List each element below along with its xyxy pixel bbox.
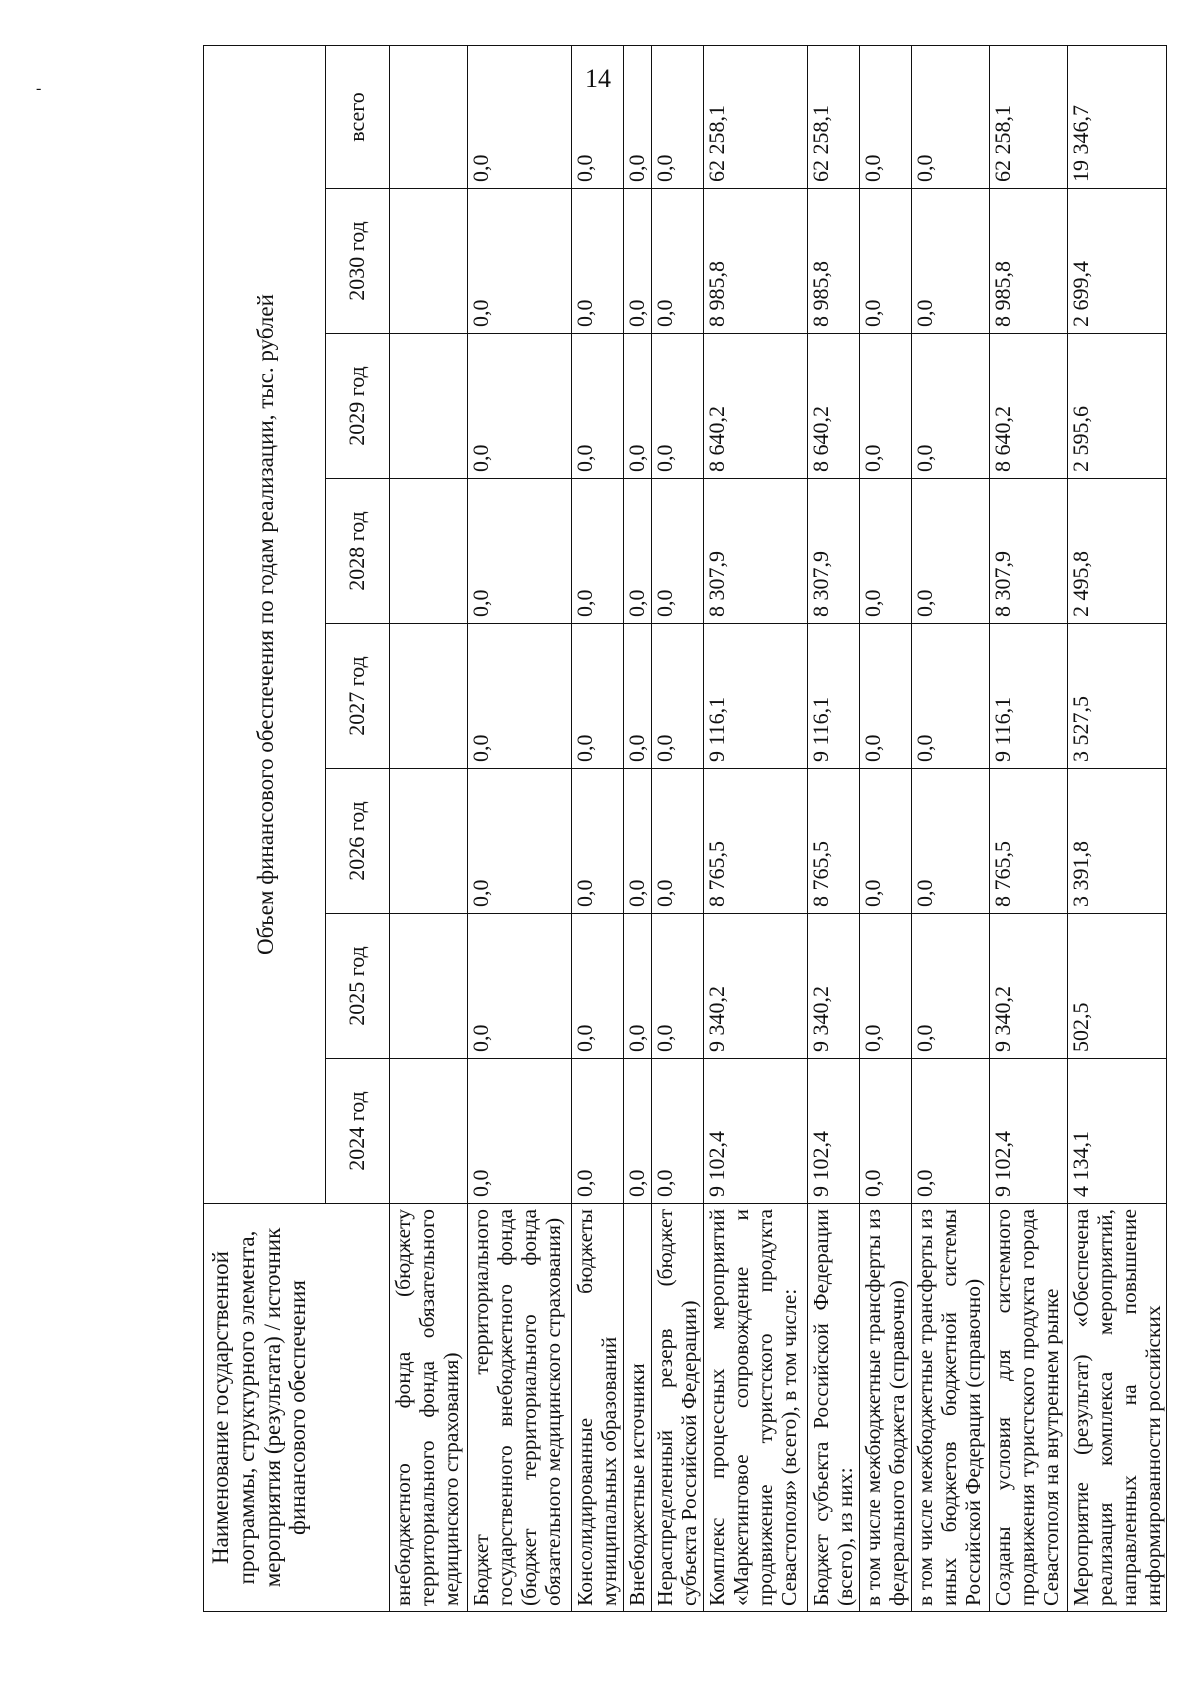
row-value-cell: 502,5 bbox=[1067, 914, 1166, 1059]
row-value-cell: 2 595,6 bbox=[1067, 334, 1166, 479]
header-name-column: Наименование государственной программы, структурного элемента, мероприятия (результата) / источник финансового обеспечения bbox=[204, 1204, 390, 1612]
row-value-cell: 0,0 bbox=[859, 769, 911, 914]
row-value-cell: 0,0 bbox=[911, 479, 989, 624]
row-value-cell: 0,0 bbox=[859, 46, 911, 189]
row-value-cell: 0,0 bbox=[572, 624, 624, 769]
row-value-cell: 19 346,7 bbox=[1067, 46, 1166, 189]
table-row bbox=[468, 46, 572, 1612]
row-value-cell: 0,0 bbox=[859, 624, 911, 769]
row-value-cell: 0,0 bbox=[911, 769, 989, 914]
row-value-cell: 0,0 bbox=[572, 1059, 624, 1204]
scan-mark: - bbox=[36, 80, 42, 97]
row-value-cell: 0,0 bbox=[624, 479, 652, 624]
row-value-cell bbox=[390, 914, 468, 1059]
row-value-cell: 0,0 bbox=[468, 914, 572, 1059]
row-value-cell: 0,0 bbox=[468, 1059, 572, 1204]
row-value-cell: 9 102,4 bbox=[807, 1059, 859, 1204]
row-value-cell bbox=[390, 46, 468, 189]
header-row-group bbox=[204, 46, 326, 1612]
page-number: 14 bbox=[585, 64, 611, 93]
row-value-cell: 0,0 bbox=[911, 46, 989, 189]
row-value-cell: 9 116,1 bbox=[989, 624, 1067, 769]
row-value-cell: 0,0 bbox=[468, 624, 572, 769]
row-value-cell: 8 985,8 bbox=[989, 189, 1067, 334]
row-value-cell: 0,0 bbox=[911, 624, 989, 769]
row-value-cell: 0,0 bbox=[624, 769, 652, 914]
table-row bbox=[572, 46, 624, 1612]
row-value-cell: 0,0 bbox=[651, 334, 703, 479]
row-value-cell: 8 640,2 bbox=[807, 334, 859, 479]
row-value-cell: 9 340,2 bbox=[989, 914, 1067, 1059]
row-name-cell: Созданы условия для системного продвижения туристского продукта города Севастополя на внутреннем рынке bbox=[989, 1204, 1067, 1612]
table-row bbox=[703, 46, 807, 1612]
row-value-cell: 0,0 bbox=[624, 189, 652, 334]
row-value-cell: 0,0 bbox=[624, 46, 652, 189]
row-value-cell: 0,0 bbox=[651, 479, 703, 624]
row-value-cell: 0,0 bbox=[572, 46, 624, 189]
header-year-2028: 2028 год bbox=[326, 479, 390, 624]
table-row bbox=[651, 46, 703, 1612]
row-value-cell: 0,0 bbox=[859, 479, 911, 624]
row-value-cell: 0,0 bbox=[911, 334, 989, 479]
table-row bbox=[624, 46, 652, 1612]
header-year-2027: 2027 год bbox=[326, 624, 390, 769]
row-value-cell: 9 102,4 bbox=[989, 1059, 1067, 1204]
table-row bbox=[807, 46, 859, 1612]
row-value-cell: 0,0 bbox=[572, 189, 624, 334]
header-year-2025: 2025 год bbox=[326, 914, 390, 1059]
row-value-cell: 9 102,4 bbox=[703, 1059, 807, 1204]
row-value-cell: 0,0 bbox=[911, 189, 989, 334]
row-value-cell: 0,0 bbox=[651, 189, 703, 334]
row-value-cell: 9 116,1 bbox=[703, 624, 807, 769]
row-value-cell bbox=[390, 1059, 468, 1204]
row-value-cell: 0,0 bbox=[572, 769, 624, 914]
row-value-cell: 0,0 bbox=[624, 914, 652, 1059]
row-name-cell: Нераспределенный резерв (бюджет субъекта Российской Федерации) bbox=[651, 1204, 703, 1612]
row-value-cell: 3 391,8 bbox=[1067, 769, 1166, 914]
row-value-cell: 0,0 bbox=[651, 46, 703, 189]
row-value-cell: 0,0 bbox=[859, 189, 911, 334]
row-name-cell: в том числе межбюджетные трансферты из федерального бюджета (справочно) bbox=[859, 1204, 911, 1612]
row-value-cell: 0,0 bbox=[572, 914, 624, 1059]
row-value-cell: 0,0 bbox=[911, 914, 989, 1059]
row-name-cell: Бюджет территориального государственного внебюджетного фонда (бюджет территориального фонда обязательного медицинского страхования) bbox=[468, 1204, 572, 1612]
header-year-2024: 2024 год bbox=[326, 1059, 390, 1204]
row-value-cell: 8 985,8 bbox=[807, 189, 859, 334]
row-value-cell: 62 258,1 bbox=[807, 46, 859, 189]
table-row bbox=[859, 46, 911, 1612]
row-value-cell: 8 307,9 bbox=[807, 479, 859, 624]
row-value-cell: 8 307,9 bbox=[703, 479, 807, 624]
header-financing-volume: Объем финансового обеспечения по годам реализации, тыс. рублей bbox=[204, 46, 326, 1204]
row-name-cell: Бюджет субъекта Российской Федерации (всего), из них: bbox=[807, 1204, 859, 1612]
row-value-cell: 0,0 bbox=[468, 334, 572, 479]
row-name-cell: Консолидированные бюджеты муниципальных образований bbox=[572, 1204, 624, 1612]
table-row bbox=[911, 46, 989, 1612]
row-name-cell: Комплекс процессных мероприятий «Маркетинговое сопровождение и продвижение туристского продукта Севастополя» (всего), в том числе: bbox=[703, 1204, 807, 1612]
header-year-2026: 2026 год bbox=[326, 769, 390, 914]
row-value-cell: 0,0 bbox=[651, 1059, 703, 1204]
header-year-2030: 2030 год bbox=[326, 189, 390, 334]
row-value-cell: 0,0 bbox=[624, 1059, 652, 1204]
row-value-cell: 4 134,1 bbox=[1067, 1059, 1166, 1204]
row-value-cell: 2 495,8 bbox=[1067, 479, 1166, 624]
row-value-cell: 0,0 bbox=[859, 914, 911, 1059]
row-value-cell: 3 527,5 bbox=[1067, 624, 1166, 769]
row-value-cell: 2 699,4 bbox=[1067, 189, 1166, 334]
row-value-cell: 0,0 bbox=[468, 479, 572, 624]
row-value-cell: 0,0 bbox=[572, 479, 624, 624]
row-value-cell: 9 340,2 bbox=[703, 914, 807, 1059]
rotated-table-container bbox=[203, 92, 1165, 1612]
row-value-cell: 62 258,1 bbox=[703, 46, 807, 189]
row-value-cell: 8 985,8 bbox=[703, 189, 807, 334]
row-name-cell: Внебюджетные источники bbox=[624, 1204, 652, 1612]
row-value-cell bbox=[390, 479, 468, 624]
row-value-cell: 0,0 bbox=[911, 1059, 989, 1204]
row-value-cell: 9 116,1 bbox=[807, 624, 859, 769]
row-value-cell: 8 640,2 bbox=[703, 334, 807, 479]
row-value-cell: 0,0 bbox=[572, 334, 624, 479]
row-value-cell bbox=[390, 334, 468, 479]
row-value-cell bbox=[390, 624, 468, 769]
table-body bbox=[390, 46, 1167, 1612]
row-name-cell: в том числе межбюджетные трансферты из иных бюджетов бюджетной системы Российской Федерации (справочно) bbox=[911, 1204, 989, 1612]
financing-table bbox=[203, 45, 1167, 1612]
table-row bbox=[989, 46, 1067, 1612]
table-row bbox=[390, 46, 468, 1612]
header-year-2029: 2029 год bbox=[326, 334, 390, 479]
row-value-cell: 8 765,5 bbox=[807, 769, 859, 914]
row-value-cell bbox=[390, 189, 468, 334]
row-value-cell: 0,0 bbox=[624, 624, 652, 769]
row-value-cell: 0,0 bbox=[468, 46, 572, 189]
row-value-cell: 0,0 bbox=[624, 334, 652, 479]
row-value-cell: 8 640,2 bbox=[989, 334, 1067, 479]
row-value-cell: 0,0 bbox=[651, 769, 703, 914]
row-value-cell: 0,0 bbox=[859, 334, 911, 479]
row-value-cell: 9 340,2 bbox=[807, 914, 859, 1059]
row-value-cell: 0,0 bbox=[651, 914, 703, 1059]
row-value-cell: 0,0 bbox=[859, 1059, 911, 1204]
row-value-cell: 0,0 bbox=[651, 624, 703, 769]
row-value-cell bbox=[390, 769, 468, 914]
row-value-cell: 8 765,5 bbox=[989, 769, 1067, 914]
row-value-cell: 62 258,1 bbox=[989, 46, 1067, 189]
row-name-cell: внебюджетного фонда (бюджету территориального фонда обязательного медицинского страхования) bbox=[390, 1204, 468, 1612]
table-row bbox=[1067, 46, 1166, 1612]
row-name-cell: Мероприятие (результат) «Обеспечена реализация комплекса мероприятий, направленных на повышение информированности российских bbox=[1067, 1204, 1166, 1612]
header-total: всего bbox=[326, 46, 390, 189]
row-value-cell: 8 765,5 bbox=[703, 769, 807, 914]
row-value-cell: 0,0 bbox=[468, 769, 572, 914]
row-value-cell: 0,0 bbox=[468, 189, 572, 334]
row-value-cell: 8 307,9 bbox=[989, 479, 1067, 624]
